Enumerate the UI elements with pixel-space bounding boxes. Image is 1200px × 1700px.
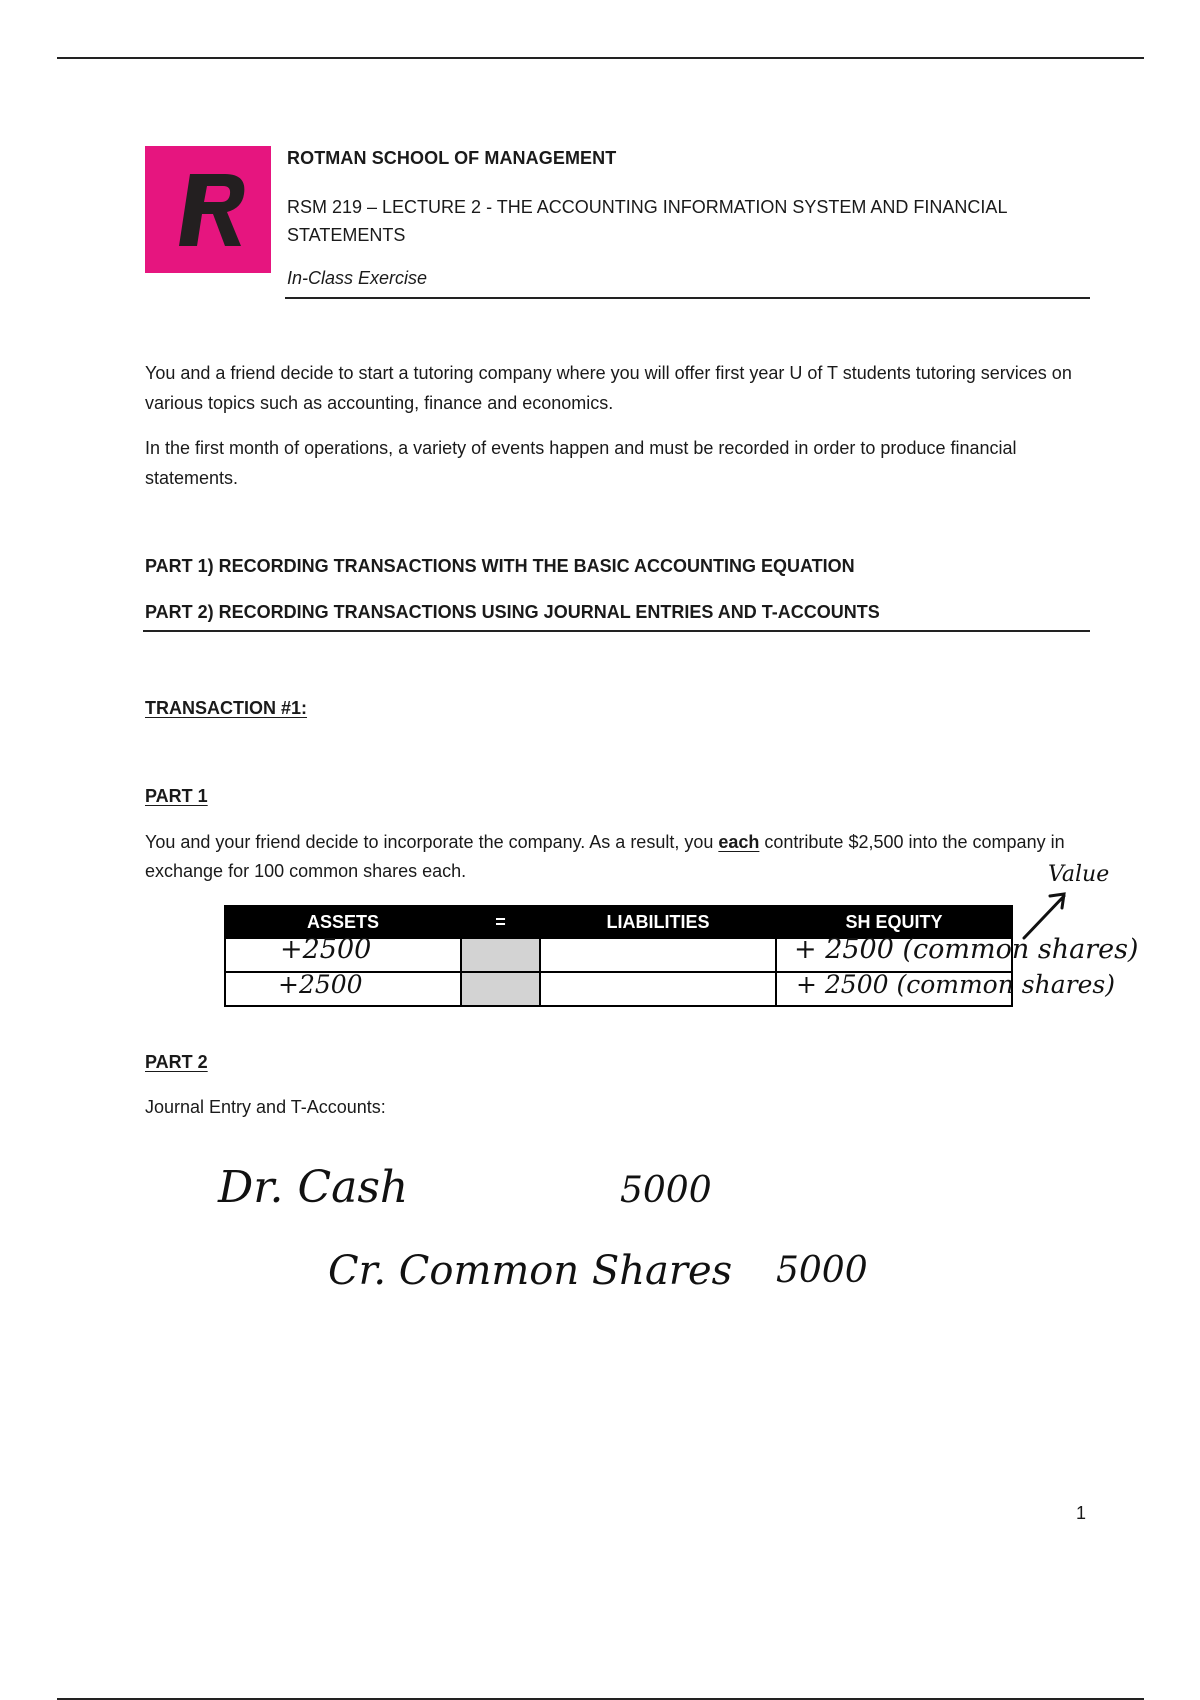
header-assets: ASSETS bbox=[225, 906, 461, 938]
handwritten-arrow-icon bbox=[1020, 888, 1070, 942]
handwritten-debit-line: Dr. Cash bbox=[218, 1162, 409, 1213]
handwritten-row2-assets: +2500 bbox=[278, 970, 363, 999]
school-name: ROTMAN SCHOOL OF MANAGEMENT bbox=[287, 148, 617, 168]
transaction-description bbox=[145, 828, 1090, 886]
header-sh-equity: SH EQUITY bbox=[776, 906, 1012, 938]
part2-heading: PART 2) RECORDING TRANSACTIONS USING JOURNAL ENTRIES AND T-ACCOUNTS bbox=[145, 602, 880, 622]
handwritten-value-note: Value bbox=[1048, 862, 1110, 887]
cell-equals bbox=[461, 972, 540, 1006]
header-equals: = bbox=[461, 906, 540, 938]
handwritten-row1-equity: + 2500 (common shares) bbox=[794, 934, 1139, 965]
exercise-subtitle: In-Class Exercise bbox=[287, 268, 428, 288]
cell-equals bbox=[461, 938, 540, 972]
handwritten-row2-equity: + 2500 (common shares) bbox=[796, 970, 1115, 999]
transaction-part2-heading: PART 2 bbox=[145, 1052, 208, 1072]
intro-paragraph-1: You and a friend decide to start a tutoring company where you will offer first year U of T students tutoring services on various topics such as accounting, finance and economics. bbox=[145, 363, 1072, 413]
handwritten-credit-amount: 5000 bbox=[776, 1250, 868, 1291]
handwritten-credit-line: Cr. Common Shares bbox=[328, 1248, 733, 1294]
page-number: 1 bbox=[1076, 1503, 1087, 1523]
handwritten-row1-assets: +2500 bbox=[280, 934, 372, 965]
lecture-title: RSM 219 – LECTURE 2 - THE ACCOUNTING INFORMATION SYSTEM AND FINANCIAL STATEMENTS bbox=[287, 197, 1007, 245]
transaction-part1-heading: PART 1 bbox=[145, 786, 208, 806]
transaction-text-after: contribute $2,500 into the company in exchange for 100 common shares each. bbox=[145, 832, 1065, 881]
logo-r-glyph bbox=[145, 146, 271, 273]
transaction-text-before: You and your friend decide to incorporate the company. As a result, you bbox=[145, 832, 719, 852]
parts-divider bbox=[143, 630, 1090, 632]
rotman-logo bbox=[145, 146, 271, 273]
header-liabilities: LIABILITIES bbox=[540, 906, 776, 938]
journal-entry-label: Journal Entry and T-Accounts: bbox=[145, 1097, 386, 1117]
cell-liabilities bbox=[540, 938, 776, 972]
header-divider bbox=[285, 297, 1090, 299]
transaction-heading: TRANSACTION #1: bbox=[145, 698, 308, 718]
transaction-text-emphasis: each bbox=[718, 832, 760, 852]
part1-heading: PART 1) RECORDING TRANSACTIONS WITH THE BASIC ACCOUNTING EQUATION bbox=[145, 556, 855, 576]
handwritten-debit-amount: 5000 bbox=[620, 1170, 712, 1211]
cell-liabilities bbox=[540, 972, 776, 1006]
intro-paragraph-2: In the first month of operations, a variety of events happen and must be recorded in order to produce financial statements. bbox=[145, 438, 1017, 488]
page-top-rule bbox=[57, 57, 1144, 59]
